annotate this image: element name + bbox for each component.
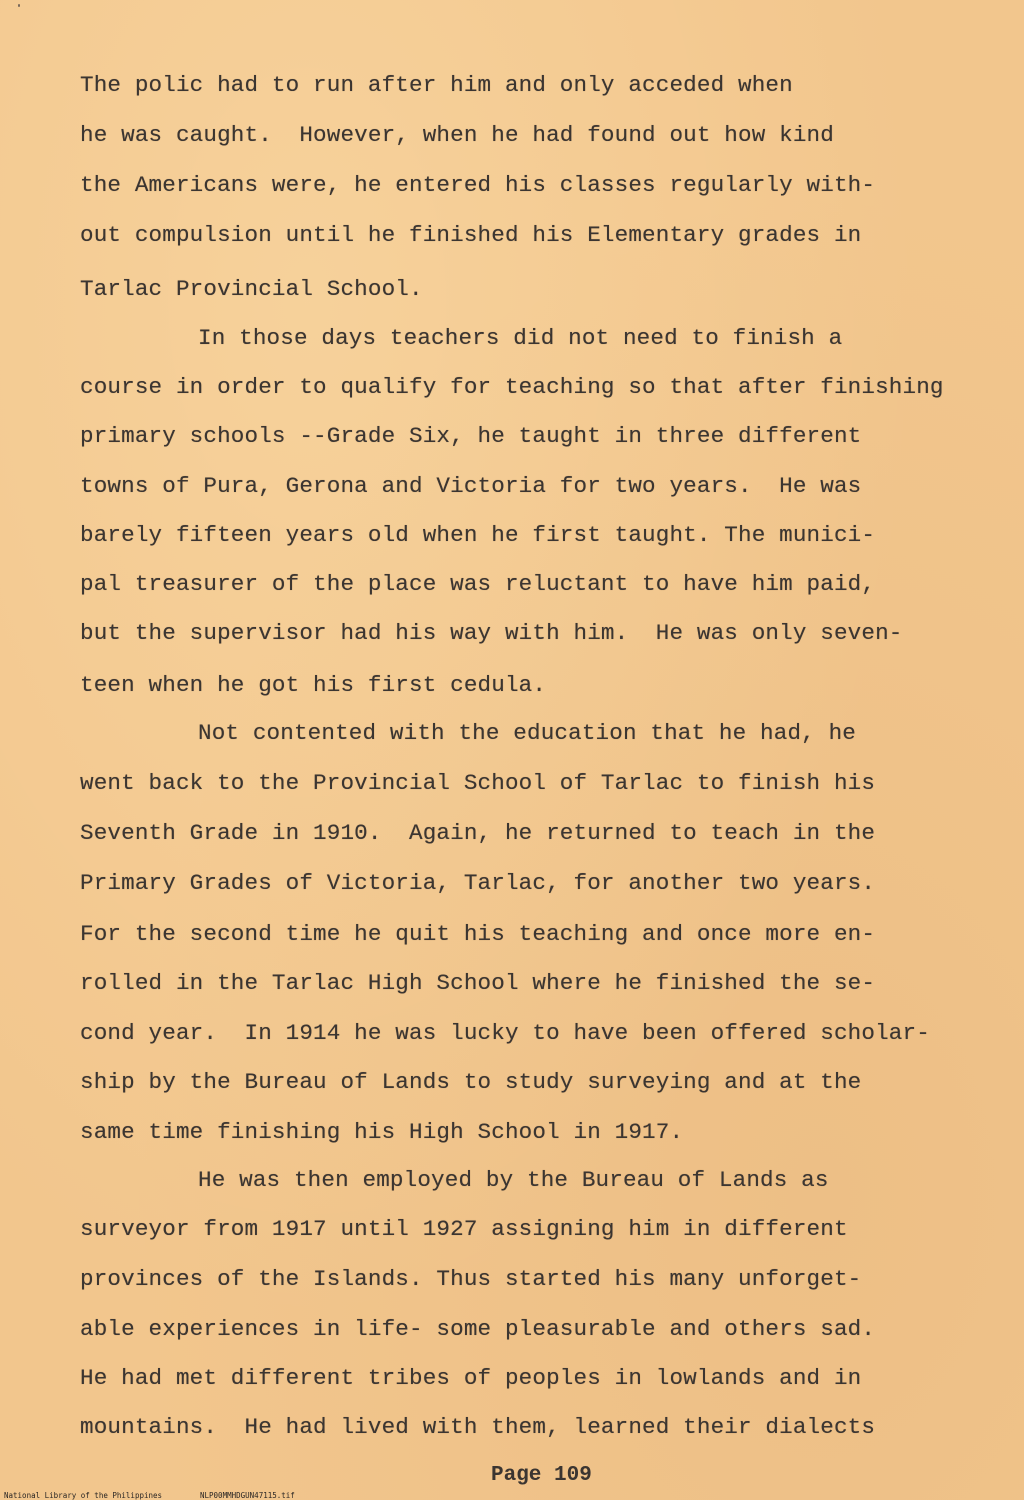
scan-speck: [18, 4, 20, 7]
text-line: he was caught. However, when he had found out how kind: [80, 122, 834, 148]
text-line: Seventh Grade in 1910. Again, he returned to teach in the: [80, 820, 876, 846]
text-line: Primary Grades of Victoria, Tarlac, for another two years.: [80, 870, 876, 896]
text-line: course in order to qualify for teaching so that after finishing: [80, 374, 944, 400]
text-line: provinces of the Islands. Thus started his many unforget-: [80, 1266, 862, 1292]
page-number: Page 109: [491, 1464, 592, 1487]
footer-library-name: National Library of the Philippines: [4, 1491, 163, 1500]
text-line: same time finishing his High School in 1917.: [80, 1119, 684, 1145]
text-line: For the second time he quit his teaching and once more en-: [80, 921, 876, 947]
text-line: barely fifteen years old when he first taught. The munici-: [80, 522, 876, 548]
text-line: out compulsion until he finished his Elementary grades in: [80, 222, 862, 248]
text-line: went back to the Provincial School of Tarlac to finish his: [80, 770, 876, 796]
text-line: mountains. He had lived with them, learned their dialects: [80, 1414, 876, 1440]
text-line: able experiences in life- some pleasurable and others sad.: [80, 1316, 876, 1342]
text-line: primary schools --Grade Six, he taught in three different: [80, 423, 862, 449]
text-line: teen when he got his first cedula.: [80, 672, 547, 698]
paragraph-start-line: He was then employed by the Bureau of Lands as: [198, 1167, 829, 1193]
text-line: rolled in the Tarlac High School where he finished the se-: [80, 970, 876, 996]
text-line: towns of Pura, Gerona and Victoria for two years. He was: [80, 473, 862, 499]
text-line: surveyor from 1917 until 1927 assigning him in different: [80, 1216, 848, 1242]
text-line: Tarlac Provincial School.: [80, 276, 423, 302]
text-line: the Americans were, he entered his classes regularly with-: [80, 172, 876, 198]
text-line: The polic had to run after him and only acceded when: [80, 72, 793, 98]
text-line: ship by the Bureau of Lands to study surveying and at the: [80, 1069, 862, 1095]
text-line: He had met different tribes of peoples in lowlands and in: [80, 1365, 862, 1391]
paragraph-start-line: Not contented with the education that he had, he: [198, 720, 857, 746]
text-line: cond year. In 1914 he was lucky to have been offered scholar-: [80, 1020, 930, 1046]
text-line: pal treasurer of the place was reluctant to have him paid,: [80, 571, 876, 597]
text-line: but the supervisor had his way with him. He was only seven-: [80, 620, 903, 646]
paragraph-start-line: In those days teachers did not need to finish a: [198, 325, 843, 351]
footer-file-id: NLP00MMHDGUN47115.tif: [200, 1491, 295, 1500]
